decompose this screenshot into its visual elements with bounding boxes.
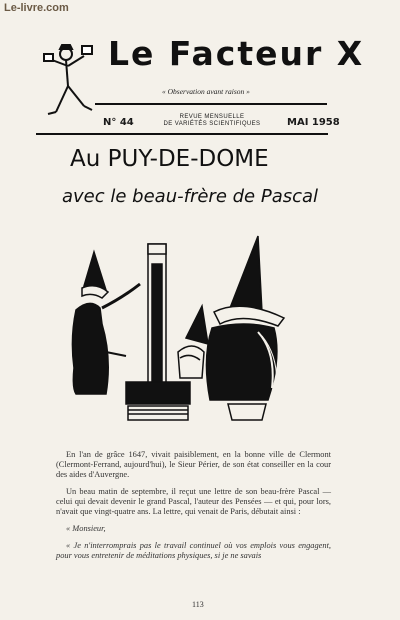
masthead-title: Le Facteur X (108, 34, 365, 73)
article-paragraph-1: En l'an de grâce 1647, vivait paisiblement, en la bonne ville de Clermont (Clermont-Ferrand, aujourd'hui), le Sieur Périer, de son état conseiller en la cour des aides d'Auvergne. (56, 450, 331, 479)
watermark: Le-livre.com (4, 2, 69, 14)
mailman-mascot-illustration (38, 40, 98, 120)
masthead-motto: « Observation avant raison » (162, 87, 250, 96)
article-body (56, 450, 331, 568)
page-number: 113 (192, 600, 204, 609)
article-paragraph-3: « Monsieur, (66, 524, 106, 533)
article-paragraph-2: Un beau matin de septembre, il reçut une lettre de son beau-frère Pascal — celui qui devait devenir le grand Pascal, l'auteur des Pensées — et qui, pour lors, n'avait que vingt-quatre ans. La lettre, qui venait de Paris, débutait ainsi : (56, 487, 331, 516)
masthead-rule-bottom (36, 133, 328, 135)
masthead-subtitle (152, 114, 272, 128)
article-title: Au PUY-DE-DOME (70, 146, 269, 172)
issue-number: N° 44 (103, 117, 134, 128)
article-paragraph-4: « Je n'interromprais pas le travail continuel où vos emplois vous engagent, pour vous entretenir de méditations physiques, si je ne savais (56, 541, 331, 560)
masthead-rule-top (95, 103, 327, 105)
subtitle-line-1: REVUE MENSUELLE (179, 114, 245, 120)
puy-de-dome-cartoon-illustration (62, 228, 294, 428)
article-subtitle: avec le beau-frère de Pascal (62, 186, 319, 207)
issue-date: MAI 1958 (287, 117, 340, 128)
subtitle-line-2: DE VARIÉTÉS SCIENTIFIQUES (163, 121, 261, 127)
